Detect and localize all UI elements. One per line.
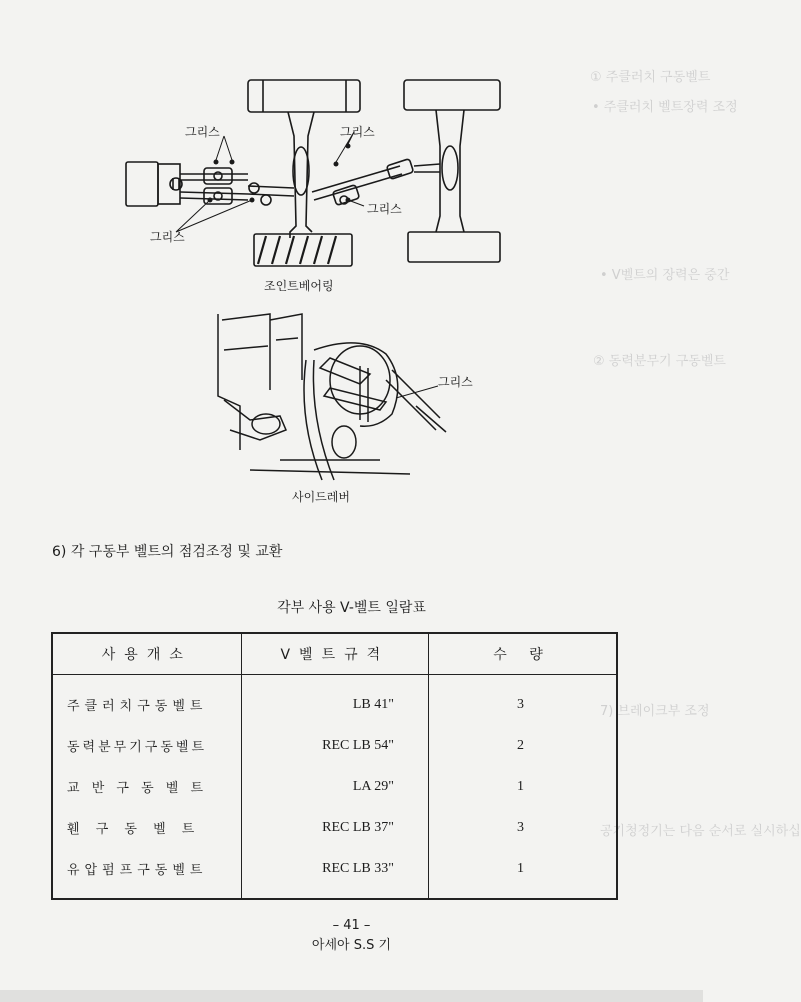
spec-cell: REC LB 37" [241,807,428,848]
part-cell: 동력분무기구동벨트 [52,725,241,766]
spec-cell: LA 29" [241,766,428,807]
table-caption: 각부 사용 V-벨트 일람표 [277,600,426,616]
part-cell: 주클러치구동벨트 [52,675,241,726]
page-bottom-edge [0,990,703,1002]
bleed-through-text: • 주클러치 벨트장력 조정 [592,100,738,115]
grease-label: 그리스 [340,125,375,139]
table-row [52,848,617,899]
qty-cell: 3 [516,696,524,712]
grease-label: 그리스 [150,230,185,244]
qty-cell: 1 [516,860,524,876]
v-belt-table [51,632,618,900]
qty-cell: 2 [516,737,524,753]
table-row [52,675,617,726]
part-cell: 휀 구 동 벨 트 [52,807,241,848]
column-header-part: 사용개소 [52,633,241,675]
part-cell: 교 반 구 동 벨 트 [52,766,241,807]
qty-cell: 1 [516,778,524,794]
bleed-through-text: 7) 브레이크부 조정 [600,704,710,719]
section-heading: 6) 각 구동부 벨트의 점검조정 및 교환 [52,544,283,560]
table-row [52,766,617,807]
table-header-row [52,633,617,675]
figure-caption: 사이드레버 [292,490,350,504]
part-cell: 유압펌프구동벨트 [52,848,241,899]
figure-caption: 조인트베어링 [264,279,334,293]
column-header-qty: 수 량 [428,633,617,675]
table-row [52,807,617,848]
publisher-name: 아세아 S.S 기 [311,938,392,953]
grease-label: 그리스 [367,202,402,216]
grease-label: 그리스 [438,375,473,389]
joint-bearing-diagram [118,76,510,306]
bleed-through-text: 공기청정기는 다음 순서로 실시하십 [600,824,801,839]
spec-cell: LB 41" [241,675,428,726]
table-row [52,725,617,766]
column-header-spec: V벨트규격 [241,633,428,675]
side-lever-diagram [210,310,450,490]
bleed-through-text: ① 주클러치 구동벨트 [590,70,711,85]
spec-cell: REC LB 33" [241,848,428,899]
spec-cell: REC LB 54" [241,725,428,766]
bleed-through-text: ② 동력분무기 구동벨트 [593,354,726,369]
page-number: – 41 – [332,918,371,933]
bleed-through-text: • V벨트의 장력은 중간 [600,268,730,283]
qty-cell: 3 [516,819,524,835]
grease-label: 그리스 [185,125,220,139]
